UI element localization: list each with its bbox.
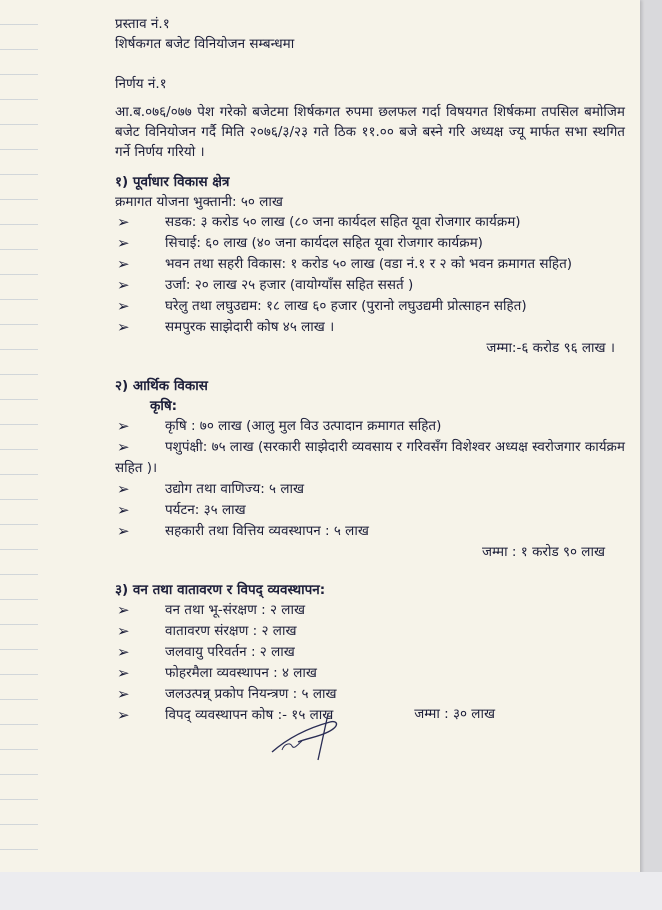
- list-item: ➢ उर्जा: २० लाख २५ हजार (वायोग्याँस सहित ससर्त ): [117, 276, 414, 294]
- arrow-bullet-icon: ➢: [117, 601, 130, 619]
- section-title: ३) वन तथा वातावरण र विपद् व्यवस्थापन:: [115, 582, 326, 598]
- section-total: जम्मा : १ करोड ९० लाख: [482, 544, 605, 560]
- list-item: ➢ समपुरक साझेदारी कोष ४५ लाख ।: [117, 318, 335, 336]
- list-item: ➢ जलउत्पन्न् प्रकोप नियन्त्रण : ५ लाख: [117, 685, 337, 703]
- arrow-bullet-icon: ➢: [117, 438, 130, 456]
- list-item: ➢ वन तथा भू-संरक्षण : २ लाख: [117, 601, 305, 619]
- list-item: ➢ भवन तथा सहरी विकास: १ करोड ५० लाख (वडा नं.१ र २ को भवन क्रमागत सहित): [117, 255, 573, 273]
- subject-line: शिर्षकगत बजेट विनियोजन सम्बन्धमा: [115, 36, 295, 52]
- arrow-bullet-icon: ➢: [117, 276, 130, 294]
- list-item: ➢ घरेलु तथा लघुउद्यम: १८ लाख ६० हजार (पुरानो लघुउद्यमी प्रोत्साहन सहित): [117, 297, 527, 315]
- arrow-bullet-icon: ➢: [117, 685, 130, 703]
- section-title: १) पूर्वाधार विकास क्षेत्र: [115, 174, 230, 190]
- arrow-bullet-icon: ➢: [117, 297, 130, 315]
- scan-margin: [0, 872, 662, 910]
- list-item: ➢ वातावरण संरक्षण : २ लाख: [117, 622, 297, 640]
- section-total: जम्मा : ३० लाख: [414, 706, 495, 722]
- list-item: ➢ पशुपंक्षी: ७५ लाख (सरकारी साझेदारी व्यवसाय र गरिवसँग विशेश्वर अध्यक्ष स्वरोजगार कार्यक्रम सहित )।: [115, 438, 625, 476]
- proposal-number: प्रस्ताव नं.१: [115, 16, 170, 32]
- list-item: ➢ कृषि : ७० लाख (आलु मुल विउ उत्पादान क्रमागत सहित): [117, 417, 442, 435]
- arrow-bullet-icon: ➢: [117, 255, 130, 273]
- arrow-bullet-icon: ➢: [117, 213, 130, 231]
- arrow-bullet-icon: ➢: [117, 643, 130, 661]
- arrow-bullet-icon: ➢: [117, 501, 130, 519]
- document-body: [115, 14, 635, 724]
- signature-mark: [268, 708, 358, 763]
- arrow-bullet-icon: ➢: [117, 417, 130, 435]
- arrow-bullet-icon: ➢: [117, 622, 130, 640]
- arrow-bullet-icon: ➢: [117, 522, 130, 540]
- arrow-bullet-icon: ➢: [117, 480, 130, 498]
- list-item: ➢ पर्यटन: ३५ लाख: [117, 501, 246, 519]
- section-subtitle: कृषि:: [150, 398, 178, 414]
- list-item: ➢ सडक: ३ करोड ५० लाख (८० जना कार्यदल सहित यूवा रोजगार कार्यक्रम): [117, 213, 521, 231]
- list-item: ➢ फोहरमैला व्यवस्थापन : ४ लाख: [117, 664, 317, 682]
- arrow-bullet-icon: ➢: [117, 318, 130, 336]
- list-item: ➢ जलवायु परिवर्तन : २ लाख: [117, 643, 295, 661]
- section-total: जम्मा:-६ करोड ९६ लाख ।: [486, 340, 615, 356]
- list-item: ➢ सहकारी तथा वित्तिय व्यवस्थापन : ५ लाख: [117, 522, 369, 540]
- list-item: ➢ विपद् व्यवस्थापन कोष :- १५ लाख: [117, 706, 334, 724]
- intro-paragraph: आ.ब.०७६/०७७ पेश गरेको बजेटमा शिर्षकगत रुपमा छलफल गर्दा विषयगत शिर्षकमा तपसिल बमोजिम बजेट विनियोजन गर्दै मिति २०७६/३/२३ गते ठिक ११.०० बजे बस्ने गरि अध्यक्ष ज्यू मार्फत सभा स्थगित गर्ने निर्णय गरियो ।: [115, 104, 625, 160]
- arrow-bullet-icon: ➢: [117, 706, 130, 724]
- section-title: २) आर्थिक विकास: [115, 378, 208, 394]
- arrow-bullet-icon: ➢: [117, 664, 130, 682]
- section-subtitle: क्रमागत योजना भुक्तानी: ५० लाख: [115, 194, 283, 210]
- list-item: ➢ उद्योग तथा वाणिज्य: ५ लाख: [117, 480, 305, 498]
- list-item: ➢ सिचाई: ६० लाख (४० जना कार्यदल सहित यूवा रोजगार कार्यक्रम): [117, 234, 483, 252]
- notebook-rule-strip: [0, 0, 38, 910]
- arrow-bullet-icon: ➢: [117, 234, 130, 252]
- decision-number: निर्णय नं.१: [115, 76, 167, 92]
